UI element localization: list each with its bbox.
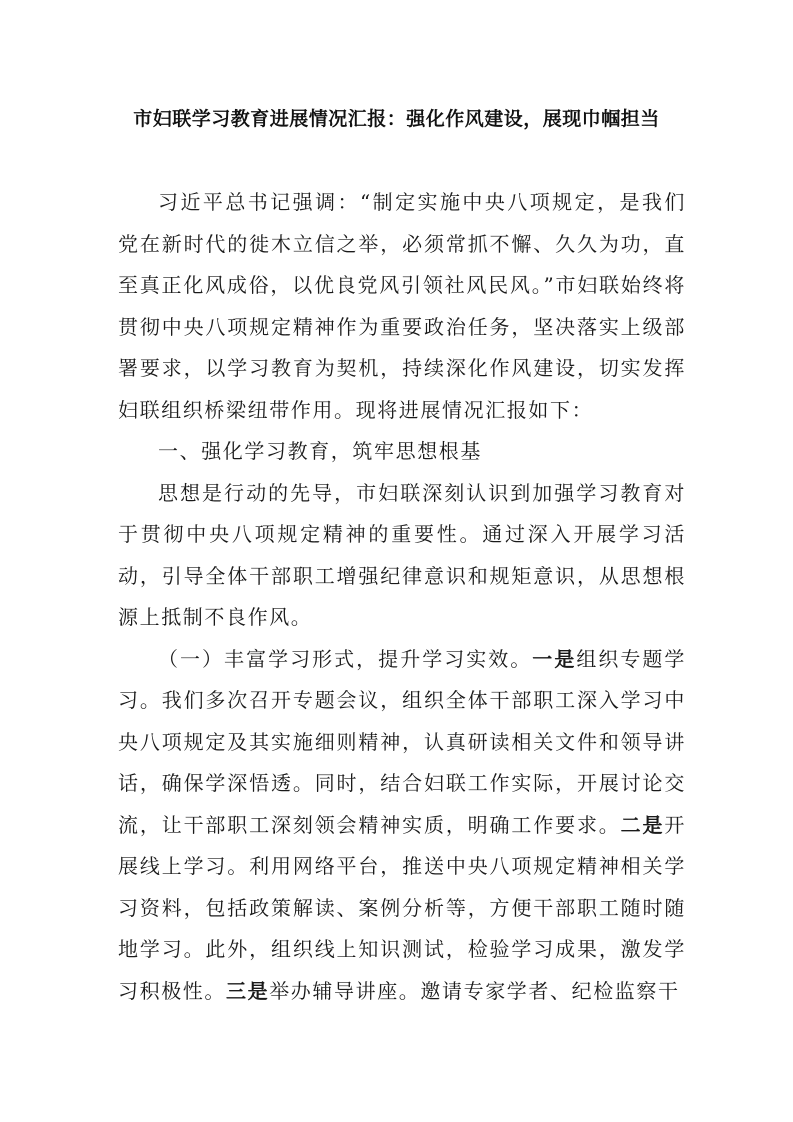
document-body — [118, 182, 686, 1012]
document-title: 市妇联学习教育进展情况汇报：强化作风建设，展现巾帼担当 — [133, 108, 660, 130]
point-text-2: 开展线上学习。利用网络平台，推送中央八项规定精神相关学习资料，包括政策解读、案例分析等，方便干部职工随时随地学习。此外，组织线上知识测试，检验学习成果，激发学习积极性。 — [118, 812, 686, 1003]
lead-marker-2: 二是 — [620, 812, 665, 837]
lead-marker-1: 一是 — [532, 646, 577, 671]
point-text-1: 组织专题学习。我们多次召开专题会议，组织全体干部职工深入学习中央八项规定及其实施细则精神，认真研读相关文件和领导讲话，确保学深悟透。同时，结合妇联工作实际，开展讨论交流，让干部职工深刻领会精神实质，明确工作要求。 — [118, 646, 687, 837]
point-text-3: 举办辅导讲座。邀请专家学者、纪检监察干 — [269, 978, 680, 1003]
subsection-heading: （一）丰富学习形式，提升学习实效。 — [158, 646, 533, 671]
intro-paragraph: 习近平总书记强调：“制定实施中央八项规定，是我们党在新时代的徙木立信之举，必须常抓不懈、久久为功，直至真正化风成俗，以优良党风引领社风民风。”市妇联始终将贯彻中央八项规定精神作为重要政治任务，坚决落实上级部署要求，以学习教育为契机，持续深化作风建设，切实发挥妇联组织桥梁纽带作用。现将进展情况汇报如下： — [118, 190, 686, 422]
section-heading: 一、强化学习教育，筑牢思想根基 — [158, 439, 482, 463]
lead-marker-3: 三是 — [226, 978, 270, 1003]
subsection-paragraph — [118, 639, 686, 1013]
section-paragraph: 思想是行动的先导，市妇联深刻认识到加强学习教育对于贯彻中央八项规定精神的重要性。通过深入开展学习活动，引导全体干部职工增强纪律意识和规矩意识，从思想根源上抵制不良作风。 — [118, 480, 686, 629]
